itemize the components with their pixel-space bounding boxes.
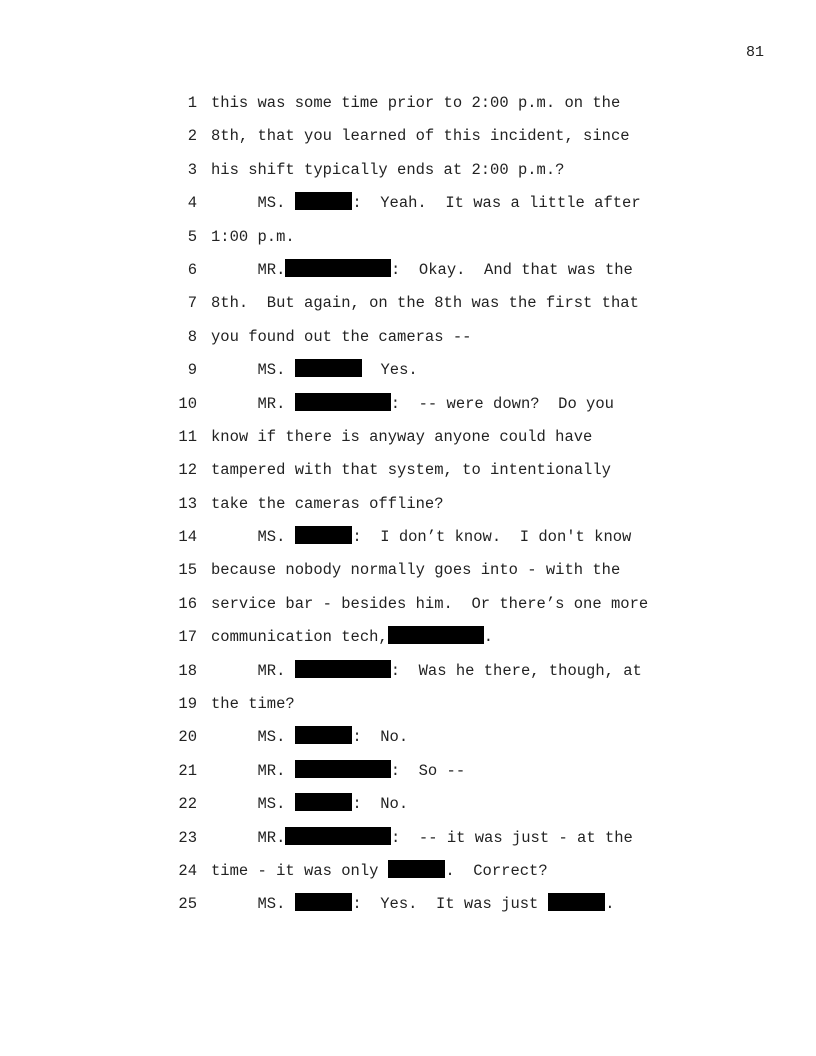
- line-text-segment: MS.: [211, 728, 295, 747]
- redaction-bar: [295, 660, 391, 678]
- transcript-line: [170, 421, 690, 454]
- transcript-line: [170, 321, 690, 354]
- line-text-segment: his shift typically ends at 2:00 p.m.?: [211, 160, 565, 179]
- line-text: [211, 154, 564, 187]
- line-text: [211, 655, 642, 688]
- transcript-line: [170, 187, 690, 220]
- line-text-segment: : Okay. And that was the: [391, 260, 633, 279]
- line-text: [211, 254, 633, 287]
- line-text: [211, 521, 631, 554]
- line-text-segment: : Yeah. It was a little after: [352, 194, 641, 213]
- line-number: 9: [187, 361, 197, 380]
- redaction-bar: [295, 726, 353, 744]
- redaction-bar: [388, 626, 484, 644]
- line-text: [211, 187, 641, 220]
- line-text: [211, 755, 465, 788]
- transcript-line: [170, 287, 690, 320]
- line-number: 21: [178, 761, 197, 780]
- line-text-segment: MR.: [211, 661, 295, 680]
- line-text-segment: know if there is anyway anyone could have: [211, 427, 593, 446]
- line-text: [211, 454, 611, 487]
- line-number: 18: [178, 661, 197, 680]
- transcript-line: [170, 87, 690, 120]
- line-text: [211, 688, 295, 721]
- line-number: 6: [187, 260, 197, 279]
- line-text-segment: : No.: [352, 795, 409, 814]
- line-text: [211, 87, 620, 120]
- transcript-line: [170, 588, 690, 621]
- line-text-segment: .: [605, 895, 615, 914]
- line-number: 19: [178, 695, 197, 714]
- line-text-segment: MS.: [211, 361, 295, 380]
- redaction-bar: [548, 893, 606, 911]
- transcript-line: [170, 488, 690, 521]
- line-text-segment: time - it was only: [211, 861, 388, 880]
- line-text-segment: MR.: [211, 828, 286, 847]
- line-number: 12: [178, 461, 197, 480]
- line-text-segment: MS.: [211, 895, 295, 914]
- transcript-line: [170, 120, 690, 153]
- line-text: [211, 822, 633, 855]
- transcript-line: [170, 521, 690, 554]
- line-text-segment: the time?: [211, 695, 295, 714]
- line-number: 14: [178, 528, 197, 547]
- line-text: [211, 888, 615, 921]
- line-text-segment: Yes.: [361, 361, 418, 380]
- transcript-line: [170, 154, 690, 187]
- line-text: [211, 421, 592, 454]
- line-number: 11: [178, 427, 197, 446]
- line-text-segment: this was some time prior to 2:00 p.m. on the: [211, 94, 621, 112]
- redaction-bar: [295, 893, 353, 911]
- line-text: [211, 788, 408, 821]
- line-text-segment: MR.: [211, 394, 295, 413]
- transcript-line: [170, 822, 690, 855]
- line-text: [211, 321, 471, 354]
- transcript-line: [170, 621, 690, 654]
- line-text: [211, 221, 295, 254]
- redaction-bar: [285, 259, 391, 277]
- line-text: [211, 721, 408, 754]
- line-number: 8: [187, 327, 197, 346]
- line-number: 1: [187, 94, 197, 112]
- transcript-body: [170, 87, 690, 922]
- line-text-segment: MR.: [211, 761, 295, 780]
- transcript-line: [170, 254, 690, 287]
- redaction-bar: [295, 359, 362, 377]
- line-text-segment: . Correct?: [445, 861, 548, 880]
- line-text-segment: : I don’t know. I don't know: [352, 528, 632, 547]
- line-text-segment: 8th, that you learned of this incident, since: [211, 127, 630, 146]
- transcript-line: [170, 388, 690, 421]
- line-text-segment: communication tech,: [211, 628, 388, 647]
- line-number: 16: [178, 594, 197, 613]
- line-text-segment: MS.: [211, 795, 295, 814]
- line-text-segment: : Was he there, though, at: [390, 661, 642, 680]
- line-text-segment: MS.: [211, 528, 295, 547]
- line-text-segment: take the cameras offline?: [211, 494, 444, 513]
- redaction-bar: [295, 393, 391, 411]
- line-number: 15: [178, 561, 197, 580]
- transcript-line: [170, 855, 690, 888]
- line-text: [211, 621, 493, 654]
- line-text-segment: 8th. But again, on the 8th was the first that: [211, 294, 639, 313]
- transcript-line: [170, 554, 690, 587]
- line-number: 10: [178, 394, 197, 413]
- line-number: 13: [178, 494, 197, 513]
- redaction-bar: [285, 827, 391, 845]
- transcript-line: [170, 755, 690, 788]
- transcript-line: [170, 454, 690, 487]
- line-text-segment: service bar - besides him. Or there’s one more: [211, 594, 649, 613]
- transcript-line: [170, 688, 690, 721]
- line-text-segment: 1:00 p.m.: [211, 227, 295, 246]
- line-text-segment: : No.: [352, 728, 409, 747]
- transcript-line: [170, 354, 690, 387]
- line-text: [211, 287, 639, 320]
- line-text: [211, 354, 418, 387]
- line-number: 4: [187, 194, 197, 213]
- transcript-line: [170, 721, 690, 754]
- transcript-line: [170, 888, 690, 921]
- line-number: 17: [178, 628, 197, 647]
- line-number: 2: [187, 127, 197, 146]
- line-text-segment: MR.: [211, 260, 286, 279]
- line-text: [211, 488, 444, 521]
- line-number: 25: [178, 895, 197, 914]
- redaction-bar: [295, 192, 353, 210]
- redaction-bar: [388, 860, 446, 878]
- redaction-bar: [295, 793, 353, 811]
- transcript-line: [170, 221, 690, 254]
- line-text: [211, 588, 648, 621]
- line-number: 3: [187, 160, 197, 179]
- line-number: 7: [187, 294, 197, 313]
- line-text-segment: : -- it was just - at the: [391, 828, 633, 847]
- transcript-line: [170, 788, 690, 821]
- line-number: 20: [178, 728, 197, 747]
- line-number: 5: [187, 227, 197, 246]
- line-number: 24: [178, 861, 197, 880]
- transcript-line: [170, 655, 690, 688]
- line-text: [211, 554, 620, 587]
- line-text-segment: tampered with that system, to intentionally: [211, 461, 611, 480]
- line-text: [211, 120, 630, 153]
- redaction-bar: [295, 760, 391, 778]
- line-text-segment: MS.: [211, 194, 295, 213]
- line-text-segment: you found out the cameras --: [211, 327, 472, 346]
- line-text-segment: : -- were down? Do you: [390, 394, 614, 413]
- line-text-segment: : So --: [390, 761, 466, 780]
- line-text-segment: .: [483, 628, 494, 647]
- line-text-segment: because nobody normally goes into - with the: [211, 561, 621, 580]
- line-text: [211, 388, 614, 421]
- line-text-segment: : Yes. It was just: [352, 895, 548, 914]
- page-number: 81: [745, 44, 764, 61]
- redaction-bar: [295, 526, 353, 544]
- line-number: 22: [178, 795, 197, 814]
- line-text: [211, 855, 548, 888]
- line-number: 23: [178, 828, 197, 847]
